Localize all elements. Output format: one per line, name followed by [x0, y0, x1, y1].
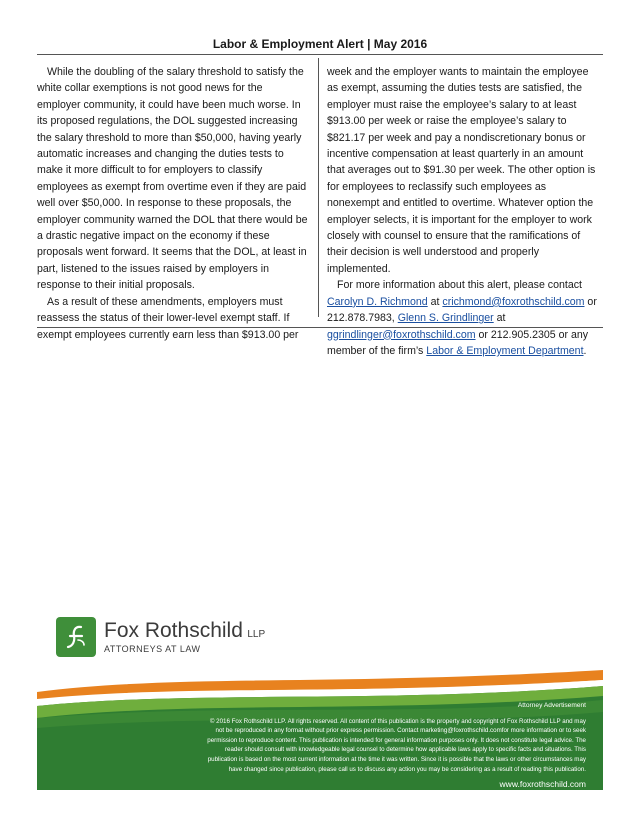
email-link-richmond[interactable]: crichmond@foxrothschild.com — [442, 295, 585, 308]
column-divider — [318, 58, 319, 317]
logo-text — [104, 620, 265, 654]
header-rule — [37, 54, 603, 55]
right-paragraph-1: week and the employer wants to maintain the employee as exempt, assuming the duties tests are satisfied, the employer must raise the employee’s salary to at least $913.00 per week or raise the employee’s salary to $821.17 per week and pay a nondiscretionary bonus or incentive compensation at least quarterly in an amount that averages out to $91.30 per week. The other option is for employees to reclassify such employees as nonexempt and entitled to overtime. Whatever option the employer selects, it is important for the employer to work closely with counsel to ensure that the ramifications of their decision is well understood and properly implemented. — [327, 66, 596, 275]
contact-link-richmond[interactable]: Carolyn D. Richmond — [327, 295, 428, 308]
content-bottom-rule — [37, 327, 603, 328]
firm-logo — [56, 617, 265, 657]
footer-legal-block — [200, 701, 586, 790]
left-column — [37, 64, 309, 343]
contact-text: or 212.878.7983, — [327, 295, 597, 325]
attorney-advertisement: Attorney Advertisement — [517, 702, 586, 709]
left-paragraph-2: As a result of these amendments, employers must reassess the status of their lower-level exempt staff. If exempt employees currently earn less than $913.00 per — [37, 295, 299, 341]
contact-text: or 212.905.2305 or any member of the firm’s — [327, 328, 589, 357]
contact-link-grindlinger[interactable]: Glenn S. Grindlinger — [397, 312, 494, 325]
right-column — [327, 64, 601, 359]
contact-text: at — [427, 295, 443, 308]
website-link[interactable]: www.foxrothschild.com — [499, 779, 586, 790]
contact-text: at — [493, 312, 506, 325]
left-paragraph-1: While the doubling of the salary threshold to satisfy the white collar exemptions is not good news for the employer community, it could have been much worse. In its proposed regulations, the DOL suggested increasing the salary threshold to more than $50,000, having yearly automatic increases and changing the duties tests to make it more difficult to for employers to classify employees as exempt from overtime even if they are paid well over $50,000. In response to these proposals, the employer community warned the DOL that there would be a drastic negative impact on the economy if these proposals went forward. It seems that the DOL, at least in part, listened to the issues raised by employers in response to their initial proposals. — [37, 66, 308, 292]
firm-name: Fox Rothschild — [104, 619, 243, 642]
fox-logo-icon — [56, 617, 96, 657]
email-link-grindlinger[interactable]: ggrindlinger@foxrothschild.com — [327, 328, 476, 341]
copyright-notice: © 2016 Fox Rothschild LLP. All rights reserved. All content of this publication is the property and copyright of Fox Rothschild LLP and may not be reproduced in any format without prior express permission. Contact marketing@foxrothschild.comfor more information or to seek permission to reproduce content. This publication is intended for general information purposes only. It does not constitute legal advice. The reader should consult with knowledgeable legal counsel to determine how applicable laws apply to specific facts and situations. This publication is based on the most current information at the time it was written. Since it is possible that the laws or other circumstances may have changed since publication, please call us to discuss any action you may be considering as a result of reading this publication. — [207, 717, 586, 773]
page-header: Labor & Employment Alert | May 2016 — [212, 37, 428, 51]
contact-text: . — [583, 344, 587, 357]
firm-tagline: ATTORNEYS AT LAW — [104, 644, 201, 654]
department-link[interactable]: Labor & Employment Department — [426, 344, 584, 357]
firm-suffix: LLP — [247, 629, 266, 640]
contact-text: For more information about this alert, please contact — [337, 279, 582, 292]
contact-paragraph — [327, 277, 601, 359]
